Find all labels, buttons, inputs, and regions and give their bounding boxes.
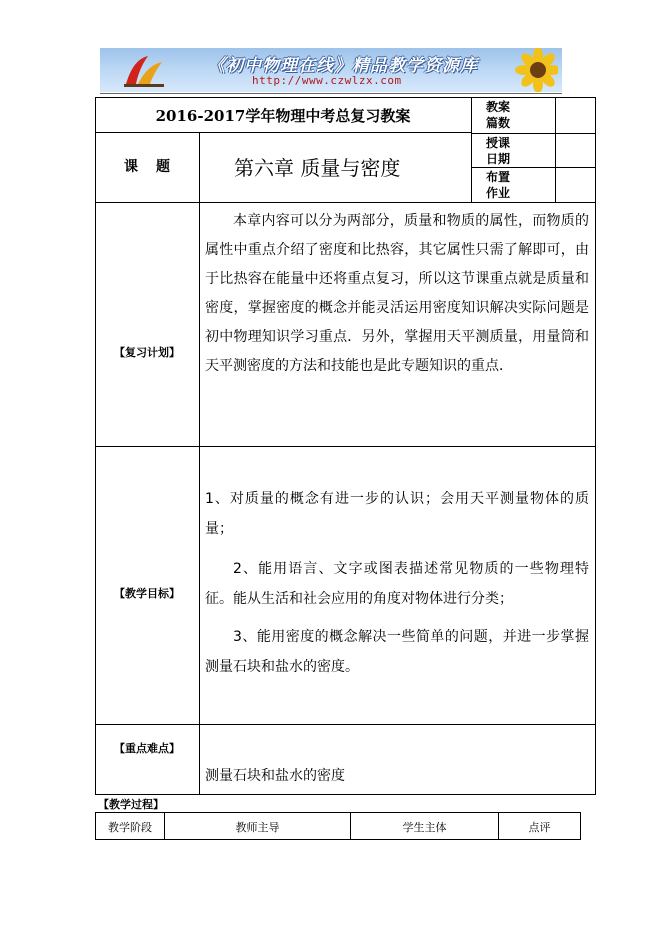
banner-title: 《初中物理在线》精品教学资源库 bbox=[208, 56, 478, 76]
grid-line bbox=[199, 133, 200, 794]
objective-item-2: 2、能用语言、文字或图表描述常见物质的一些物理特征。能从生活和社会应用的角度对物体进行分类； bbox=[205, 561, 589, 607]
site-banner bbox=[100, 48, 562, 92]
lesson-date-label bbox=[486, 135, 510, 167]
banner-divider bbox=[100, 93, 562, 94]
banner-url[interactable]: http://www.czwlzx.com bbox=[252, 74, 402, 87]
key-points-text: 测量石块和盐水的密度 bbox=[205, 768, 345, 784]
process-col-teacher: 教师主导 bbox=[235, 820, 280, 834]
document-title: 2016-2017学年物理中考总复习教案 bbox=[155, 106, 411, 125]
homework-label-line2: 作业 bbox=[486, 186, 511, 200]
lesson-count-label-line2: 篇数 bbox=[486, 116, 511, 130]
grid-line bbox=[471, 97, 472, 202]
sunflower-icon bbox=[508, 48, 558, 92]
process-col-comment: 点评 bbox=[528, 820, 551, 834]
lesson-count-label-line1: 教案 bbox=[486, 100, 511, 114]
review-plan-label: 【复习计划】 bbox=[114, 346, 180, 359]
grid-line bbox=[95, 724, 596, 725]
grid-line bbox=[471, 167, 596, 168]
lesson-date-label-line2: 日期 bbox=[486, 152, 511, 166]
key-points-label: 【重点难点】 bbox=[114, 742, 180, 755]
grid-line bbox=[95, 202, 596, 203]
lesson-date-label-line1: 授课 bbox=[486, 136, 511, 150]
grid-line bbox=[471, 133, 596, 134]
homework-label bbox=[486, 169, 510, 201]
review-plan-paragraph: 本章内容可以分为两部分，质量和物质的属性，而物质的属性中重点介绍了密度和比热容，其它属性只需了解即可，由于比热容在能量中还将重点复习，所以这节课重点就是质量和密度，掌握密度的概念并能灵活运用密度知识解决实际问题是初中物理知识学习重点．另外，掌握用天平测质量，用量筒和天平测密度的方法和技能也是此专题知识的重点． bbox=[205, 213, 589, 374]
objective-item-1: 1、对质量的概念有进一步的认识；会用天平测量物体的质量； bbox=[205, 491, 589, 537]
homework-label-line1: 布置 bbox=[486, 170, 511, 184]
table-border-bottom bbox=[95, 794, 596, 795]
objective-item-3: 3、能用密度的概念解决一些简单的问题，并进一步掌握测量石块和盐水的密度。 bbox=[205, 629, 589, 675]
grid-line bbox=[95, 446, 596, 447]
process-border-right bbox=[580, 812, 581, 840]
lesson-count-label bbox=[486, 99, 510, 131]
topic-label: 课题 bbox=[124, 159, 188, 175]
grid-line bbox=[555, 97, 556, 202]
process-col-student: 学生主体 bbox=[402, 820, 447, 834]
review-plan-text bbox=[205, 207, 589, 381]
objectives-label: 【教学目标】 bbox=[114, 587, 180, 600]
objectives-list bbox=[205, 484, 589, 682]
topic-value: 第六章 质量与密度 bbox=[234, 155, 401, 180]
site-logo-icon bbox=[122, 54, 166, 88]
process-label: 【教学过程】 bbox=[98, 798, 164, 811]
process-col-stage: 教学阶段 bbox=[108, 820, 152, 834]
